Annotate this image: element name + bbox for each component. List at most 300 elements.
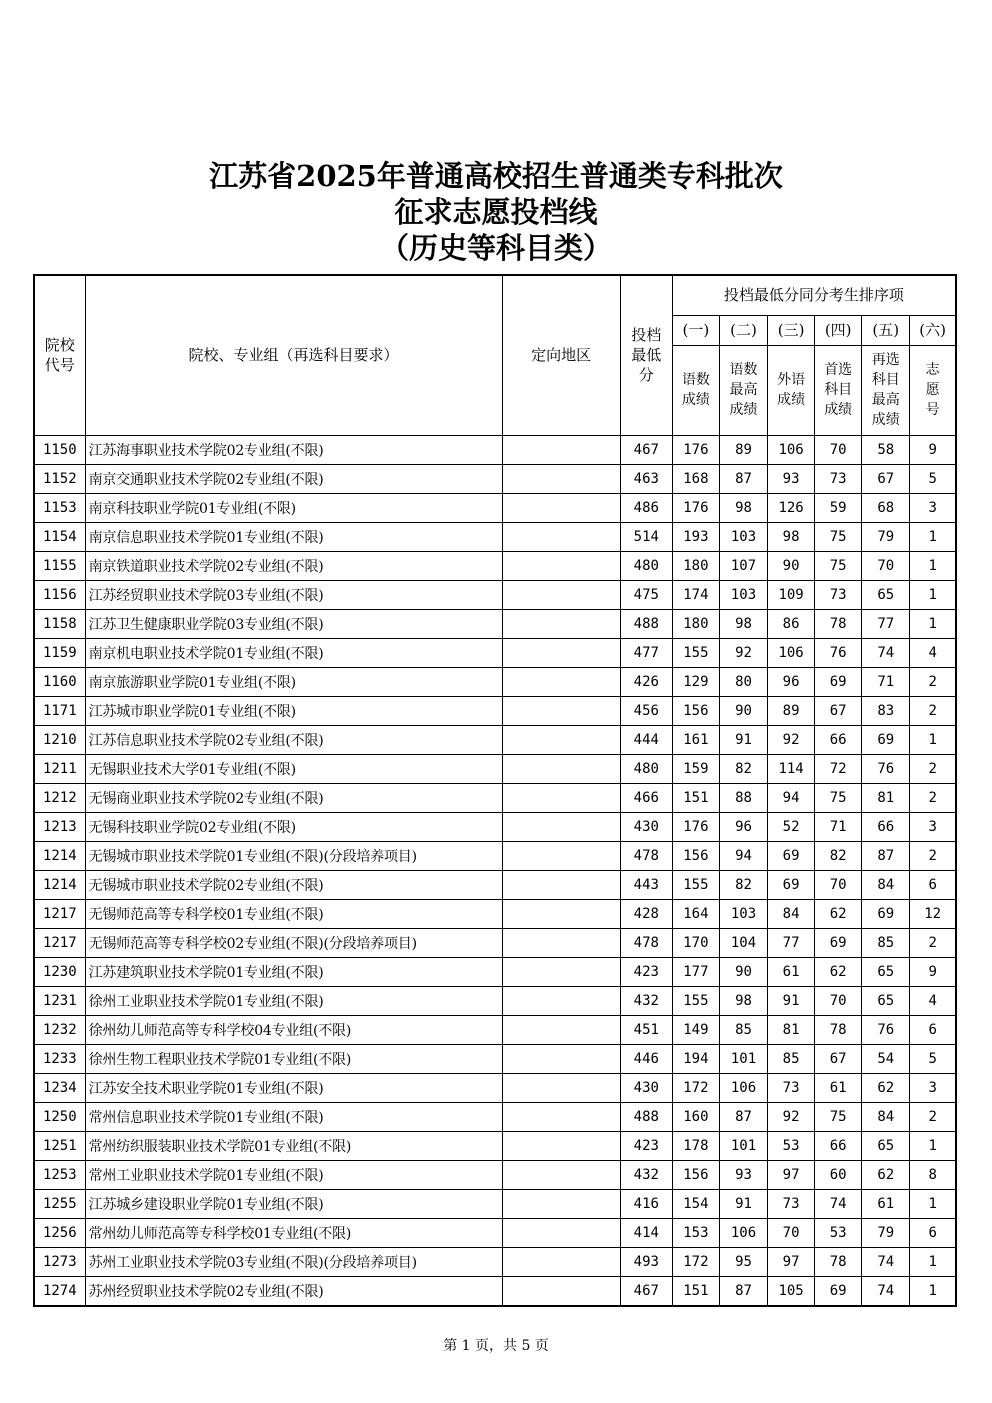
table-row [34, 638, 956, 667]
cell-second-subject-max: 81 [862, 783, 910, 812]
table-row [34, 1247, 956, 1276]
cell-school-code: 1211 [34, 754, 85, 783]
cell-min-score: 446 [620, 1044, 672, 1073]
table-row [34, 696, 956, 725]
cell-chinese-math: 155 [672, 638, 719, 667]
table-row [34, 580, 956, 609]
cell-chinese-math-max: 101 [719, 1131, 767, 1160]
cell-chinese-math: 151 [672, 783, 719, 812]
cell-chinese-math: 154 [672, 1189, 719, 1218]
cell-second-subject-max: 62 [862, 1160, 910, 1189]
cell-foreign-language: 90 [768, 551, 815, 580]
header-region: 定向地区 [502, 275, 620, 435]
cell-preference-number: 1 [910, 1131, 956, 1160]
table-row [34, 1015, 956, 1044]
cell-school-code: 1256 [34, 1218, 85, 1247]
cell-foreign-language: 109 [768, 580, 815, 609]
cell-min-score: 430 [620, 1073, 672, 1102]
cell-school-name: 南京旅游职业学院01专业组(不限) [85, 667, 502, 696]
cell-second-subject-max: 76 [862, 1015, 910, 1044]
cell-school-code: 1251 [34, 1131, 85, 1160]
cell-first-subject: 75 [815, 551, 862, 580]
table-header [34, 275, 956, 435]
cell-min-score: 443 [620, 870, 672, 899]
cell-foreign-language: 53 [768, 1131, 815, 1160]
cell-foreign-language: 73 [768, 1189, 815, 1218]
header-sub-label-text: 首选科目成绩 [824, 362, 853, 418]
header-school-code-text: 院校代号 [44, 336, 75, 375]
cell-foreign-language: 86 [768, 609, 815, 638]
cell-second-subject-max: 68 [862, 493, 910, 522]
cell-school-code: 1253 [34, 1160, 85, 1189]
cell-second-subject-max: 76 [862, 754, 910, 783]
cell-chinese-math: 178 [672, 1131, 719, 1160]
cell-school-code: 1231 [34, 986, 85, 1015]
cell-school-code: 1217 [34, 928, 85, 957]
cell-school-name: 江苏卫生健康职业学院03专业组(不限) [85, 609, 502, 638]
cell-foreign-language: 105 [768, 1276, 815, 1306]
cell-chinese-math-max: 90 [719, 696, 767, 725]
cell-min-score: 514 [620, 522, 672, 551]
table-row [34, 899, 956, 928]
cell-preference-number: 2 [910, 696, 956, 725]
table-body [34, 435, 956, 1306]
cell-preference-number: 6 [910, 1218, 956, 1247]
header-sub-label [815, 345, 862, 435]
cell-preference-number: 3 [910, 493, 956, 522]
cell-second-subject-max: 69 [862, 725, 910, 754]
cell-region [502, 580, 620, 609]
cell-school-code: 1213 [34, 812, 85, 841]
header-sub-number: (六) [910, 315, 956, 345]
cell-school-name: 无锡师范高等专科学校02专业组(不限)(分段培养项目) [85, 928, 502, 957]
cell-second-subject-max: 65 [862, 1131, 910, 1160]
table-row [34, 754, 956, 783]
cell-foreign-language: 73 [768, 1073, 815, 1102]
cell-chinese-math: 156 [672, 1160, 719, 1189]
cell-school-name: 江苏城市职业学院01专业组(不限) [85, 696, 502, 725]
cell-region [502, 493, 620, 522]
cell-chinese-math-max: 95 [719, 1247, 767, 1276]
document-title-line-1: 江苏省2025年普通高校招生普通类专科批次 [209, 159, 783, 193]
header-sub-number: (二) [719, 315, 767, 345]
cell-preference-number: 8 [910, 1160, 956, 1189]
cell-school-name: 江苏建筑职业技术学院01专业组(不限) [85, 957, 502, 986]
header-min-score-text: 投档最低分 [631, 326, 662, 385]
cell-preference-number: 1 [910, 522, 956, 551]
cell-preference-number: 1 [910, 609, 956, 638]
cell-chinese-math: 156 [672, 696, 719, 725]
header-sub-label [719, 345, 767, 435]
cell-school-name: 江苏城乡建设职业学院01专业组(不限) [85, 1189, 502, 1218]
cell-preference-number: 1 [910, 580, 956, 609]
cell-school-name: 无锡城市职业技术学院02专业组(不限) [85, 870, 502, 899]
cell-min-score: 488 [620, 609, 672, 638]
table-row [34, 464, 956, 493]
header-sub-label-text: 再选科目最高成绩 [871, 352, 900, 428]
cell-chinese-math: 177 [672, 957, 719, 986]
cell-school-code: 1154 [34, 522, 85, 551]
cell-second-subject-max: 79 [862, 522, 910, 551]
cell-first-subject: 78 [815, 1247, 862, 1276]
table-row [34, 957, 956, 986]
table-row [34, 783, 956, 812]
page-footer [0, 1335, 992, 1355]
cell-chinese-math-max: 82 [719, 754, 767, 783]
cell-region [502, 464, 620, 493]
cell-chinese-math: 151 [672, 1276, 719, 1306]
cell-chinese-math-max: 106 [719, 1073, 767, 1102]
cell-school-code: 1274 [34, 1276, 85, 1306]
cell-second-subject-max: 74 [862, 1247, 910, 1276]
cell-first-subject: 62 [815, 899, 862, 928]
cell-first-subject: 61 [815, 1073, 862, 1102]
cell-school-name: 徐州工业职业技术学院01专业组(不限) [85, 986, 502, 1015]
cell-region [502, 1131, 620, 1160]
cell-second-subject-max: 87 [862, 841, 910, 870]
table-row [34, 551, 956, 580]
cell-school-name: 常州信息职业技术学院01专业组(不限) [85, 1102, 502, 1131]
cell-chinese-math-max: 90 [719, 957, 767, 986]
cell-first-subject: 69 [815, 667, 862, 696]
cell-min-score: 451 [620, 1015, 672, 1044]
cell-region [502, 551, 620, 580]
cell-second-subject-max: 67 [862, 464, 910, 493]
cell-foreign-language: 77 [768, 928, 815, 957]
cell-school-name: 江苏海事职业技术学院02专业组(不限) [85, 435, 502, 464]
cell-chinese-math: 176 [672, 812, 719, 841]
header-sub-label [910, 345, 956, 435]
cell-first-subject: 70 [815, 986, 862, 1015]
cell-chinese-math: 153 [672, 1218, 719, 1247]
cell-preference-number: 6 [910, 1015, 956, 1044]
cell-min-score: 480 [620, 754, 672, 783]
cell-school-name: 南京机电职业技术学院01专业组(不限) [85, 638, 502, 667]
cell-first-subject: 78 [815, 609, 862, 638]
cell-preference-number: 6 [910, 870, 956, 899]
cell-foreign-language: 92 [768, 1102, 815, 1131]
table-row [34, 812, 956, 841]
cell-first-subject: 75 [815, 522, 862, 551]
cell-preference-number: 1 [910, 551, 956, 580]
cell-chinese-math: 194 [672, 1044, 719, 1073]
cell-preference-number: 4 [910, 986, 956, 1015]
table-row [34, 1189, 956, 1218]
table-row [34, 928, 956, 957]
cell-region [502, 1218, 620, 1247]
cell-school-code: 1234 [34, 1073, 85, 1102]
header-sub-label [672, 345, 719, 435]
cell-school-code: 1160 [34, 667, 85, 696]
cell-second-subject-max: 61 [862, 1189, 910, 1218]
cell-min-score: 466 [620, 783, 672, 812]
cell-preference-number: 9 [910, 957, 956, 986]
cell-school-code: 1230 [34, 957, 85, 986]
cell-preference-number: 3 [910, 812, 956, 841]
cell-region [502, 783, 620, 812]
header-school-code [34, 275, 85, 435]
cell-region [502, 1015, 620, 1044]
cell-first-subject: 73 [815, 464, 862, 493]
cell-min-score: 423 [620, 957, 672, 986]
cell-first-subject: 73 [815, 580, 862, 609]
cell-min-score: 432 [620, 1160, 672, 1189]
cell-second-subject-max: 69 [862, 899, 910, 928]
table-row [34, 841, 956, 870]
cell-foreign-language: 89 [768, 696, 815, 725]
cell-chinese-math: 172 [672, 1247, 719, 1276]
cell-chinese-math: 155 [672, 870, 719, 899]
cell-school-code: 1156 [34, 580, 85, 609]
cell-chinese-math-max: 88 [719, 783, 767, 812]
cell-preference-number: 1 [910, 1247, 956, 1276]
cell-school-name: 南京信息职业技术学院01专业组(不限) [85, 522, 502, 551]
table-row [34, 1276, 956, 1306]
cell-min-score: 428 [620, 899, 672, 928]
cell-chinese-math-max: 101 [719, 1044, 767, 1073]
cell-region [502, 696, 620, 725]
table-row [34, 435, 956, 464]
cell-second-subject-max: 74 [862, 1276, 910, 1306]
cell-foreign-language: 126 [768, 493, 815, 522]
cell-second-subject-max: 70 [862, 551, 910, 580]
cell-school-code: 1210 [34, 725, 85, 754]
cell-second-subject-max: 65 [862, 986, 910, 1015]
cell-region [502, 522, 620, 551]
cell-chinese-math: 176 [672, 435, 719, 464]
cell-foreign-language: 92 [768, 725, 815, 754]
cell-school-name: 无锡商业职业技术学院02专业组(不限) [85, 783, 502, 812]
cell-first-subject: 67 [815, 1044, 862, 1073]
document-title-line-2: 征求志愿投档线 [394, 195, 598, 229]
cell-first-subject: 75 [815, 1102, 862, 1131]
cell-min-score: 478 [620, 841, 672, 870]
cell-school-name: 南京科技职业学院01专业组(不限) [85, 493, 502, 522]
cell-region [502, 609, 620, 638]
cell-preference-number: 2 [910, 783, 956, 812]
cell-second-subject-max: 54 [862, 1044, 910, 1073]
cell-region [502, 1102, 620, 1131]
cell-region [502, 435, 620, 464]
cell-chinese-math: 160 [672, 1102, 719, 1131]
cell-foreign-language: 93 [768, 464, 815, 493]
cell-min-score: 444 [620, 725, 672, 754]
cell-min-score: 432 [620, 986, 672, 1015]
header-sub-label-text: 外语成绩 [777, 372, 806, 408]
cell-chinese-math: 168 [672, 464, 719, 493]
cell-region [502, 638, 620, 667]
cell-school-code: 1255 [34, 1189, 85, 1218]
cell-foreign-language: 98 [768, 522, 815, 551]
cell-first-subject: 76 [815, 638, 862, 667]
cell-chinese-math: 176 [672, 493, 719, 522]
table-row [34, 1218, 956, 1247]
cell-region [502, 870, 620, 899]
cell-school-code: 1250 [34, 1102, 85, 1131]
cell-min-score: 486 [620, 493, 672, 522]
cell-first-subject: 72 [815, 754, 862, 783]
cell-chinese-math-max: 98 [719, 986, 767, 1015]
cell-preference-number: 5 [910, 1044, 956, 1073]
table-row [34, 1073, 956, 1102]
cell-chinese-math: 174 [672, 580, 719, 609]
cell-school-name: 常州纺织服装职业技术学院01专业组(不限) [85, 1131, 502, 1160]
document-title-line-3: （历史等科目类） [379, 231, 612, 265]
cell-chinese-math-max: 103 [719, 522, 767, 551]
cell-school-code: 1153 [34, 493, 85, 522]
cell-school-name: 徐州幼儿师范高等专科学校04专业组(不限) [85, 1015, 502, 1044]
cell-region [502, 986, 620, 1015]
cell-chinese-math-max: 92 [719, 638, 767, 667]
cell-second-subject-max: 66 [862, 812, 910, 841]
cell-min-score: 426 [620, 667, 672, 696]
cell-chinese-math: 129 [672, 667, 719, 696]
cell-chinese-math-max: 91 [719, 1189, 767, 1218]
cell-first-subject: 67 [815, 696, 862, 725]
cell-first-subject: 66 [815, 725, 862, 754]
cell-min-score: 493 [620, 1247, 672, 1276]
cell-foreign-language: 69 [768, 841, 815, 870]
cell-foreign-language: 106 [768, 435, 815, 464]
cell-region [502, 957, 620, 986]
cell-preference-number: 2 [910, 841, 956, 870]
cell-region [502, 1044, 620, 1073]
cell-region [502, 1247, 620, 1276]
cell-region [502, 1073, 620, 1102]
admission-score-table [33, 274, 957, 1307]
cell-first-subject: 74 [815, 1189, 862, 1218]
cell-first-subject: 70 [815, 435, 862, 464]
cell-second-subject-max: 65 [862, 957, 910, 986]
cell-foreign-language: 97 [768, 1247, 815, 1276]
cell-preference-number: 12 [910, 899, 956, 928]
cell-school-name: 苏州经贸职业技术学院02专业组(不限) [85, 1276, 502, 1306]
header-sub-number: (三) [768, 315, 815, 345]
cell-chinese-math-max: 85 [719, 1015, 767, 1044]
cell-second-subject-max: 79 [862, 1218, 910, 1247]
table-row [34, 870, 956, 899]
cell-first-subject: 53 [815, 1218, 862, 1247]
header-school-name: 院校、专业组（再选科目要求） [85, 275, 502, 435]
cell-region [502, 725, 620, 754]
cell-preference-number: 1 [910, 725, 956, 754]
cell-min-score: 414 [620, 1218, 672, 1247]
cell-chinese-math-max: 103 [719, 580, 767, 609]
header-sub-label [768, 345, 815, 435]
cell-min-score: 467 [620, 435, 672, 464]
cell-school-code: 1152 [34, 464, 85, 493]
cell-foreign-language: 84 [768, 899, 815, 928]
cell-first-subject: 60 [815, 1160, 862, 1189]
cell-school-name: 无锡城市职业技术学院01专业组(不限)(分段培养项目) [85, 841, 502, 870]
cell-second-subject-max: 58 [862, 435, 910, 464]
cell-first-subject: 75 [815, 783, 862, 812]
cell-second-subject-max: 83 [862, 696, 910, 725]
cell-chinese-math: 193 [672, 522, 719, 551]
cell-min-score: 488 [620, 1102, 672, 1131]
table-row [34, 1102, 956, 1131]
cell-second-subject-max: 65 [862, 580, 910, 609]
cell-chinese-math: 170 [672, 928, 719, 957]
cell-min-score: 480 [620, 551, 672, 580]
cell-preference-number: 1 [910, 1276, 956, 1306]
table-row [34, 493, 956, 522]
cell-foreign-language: 81 [768, 1015, 815, 1044]
cell-school-code: 1232 [34, 1015, 85, 1044]
cell-first-subject: 59 [815, 493, 862, 522]
header-sub-label-text: 语数成绩 [681, 372, 710, 408]
cell-school-code: 1212 [34, 783, 85, 812]
cell-second-subject-max: 84 [862, 870, 910, 899]
cell-school-name: 常州工业职业技术学院01专业组(不限) [85, 1160, 502, 1189]
cell-chinese-math-max: 107 [719, 551, 767, 580]
cell-school-name: 苏州工业职业技术学院03专业组(不限)(分段培养项目) [85, 1247, 502, 1276]
cell-preference-number: 2 [910, 928, 956, 957]
cell-foreign-language: 106 [768, 638, 815, 667]
cell-school-code: 1171 [34, 696, 85, 725]
cell-first-subject: 69 [815, 928, 862, 957]
cell-chinese-math: 164 [672, 899, 719, 928]
cell-school-name: 江苏信息职业技术学院02专业组(不限) [85, 725, 502, 754]
table-row [34, 1131, 956, 1160]
cell-preference-number: 2 [910, 1102, 956, 1131]
cell-second-subject-max: 84 [862, 1102, 910, 1131]
cell-foreign-language: 96 [768, 667, 815, 696]
cell-min-score: 475 [620, 580, 672, 609]
cell-first-subject: 62 [815, 957, 862, 986]
cell-second-subject-max: 85 [862, 928, 910, 957]
cell-foreign-language: 114 [768, 754, 815, 783]
table-row [34, 1044, 956, 1073]
cell-min-score: 477 [620, 638, 672, 667]
cell-school-code: 1155 [34, 551, 85, 580]
cell-first-subject: 82 [815, 841, 862, 870]
table-row [34, 1160, 956, 1189]
cell-min-score: 423 [620, 1131, 672, 1160]
cell-preference-number: 4 [910, 638, 956, 667]
header-sub-label [862, 345, 910, 435]
cell-min-score: 467 [620, 1276, 672, 1306]
cell-chinese-math: 161 [672, 725, 719, 754]
cell-second-subject-max: 62 [862, 1073, 910, 1102]
cell-chinese-math: 155 [672, 986, 719, 1015]
cell-region [502, 899, 620, 928]
cell-chinese-math: 156 [672, 841, 719, 870]
cell-chinese-math: 180 [672, 551, 719, 580]
cell-second-subject-max: 77 [862, 609, 910, 638]
cell-second-subject-max: 74 [862, 638, 910, 667]
cell-school-code: 1214 [34, 870, 85, 899]
cell-preference-number: 9 [910, 435, 956, 464]
cell-school-name: 江苏安全技术职业学院01专业组(不限) [85, 1073, 502, 1102]
cell-school-name: 无锡职业技术大学01专业组(不限) [85, 754, 502, 783]
cell-preference-number: 5 [910, 464, 956, 493]
cell-school-name: 南京交通职业技术学院02专业组(不限) [85, 464, 502, 493]
cell-region [502, 667, 620, 696]
cell-region [502, 1276, 620, 1306]
cell-min-score: 478 [620, 928, 672, 957]
cell-foreign-language: 52 [768, 812, 815, 841]
cell-school-code: 1159 [34, 638, 85, 667]
cell-chinese-math: 159 [672, 754, 719, 783]
cell-chinese-math-max: 89 [719, 435, 767, 464]
table-row [34, 986, 956, 1015]
page-number: 第 1 页，共 5 页 [443, 1338, 549, 1354]
cell-chinese-math-max: 98 [719, 609, 767, 638]
cell-chinese-math-max: 91 [719, 725, 767, 754]
cell-school-code: 1217 [34, 899, 85, 928]
cell-chinese-math-max: 87 [719, 464, 767, 493]
